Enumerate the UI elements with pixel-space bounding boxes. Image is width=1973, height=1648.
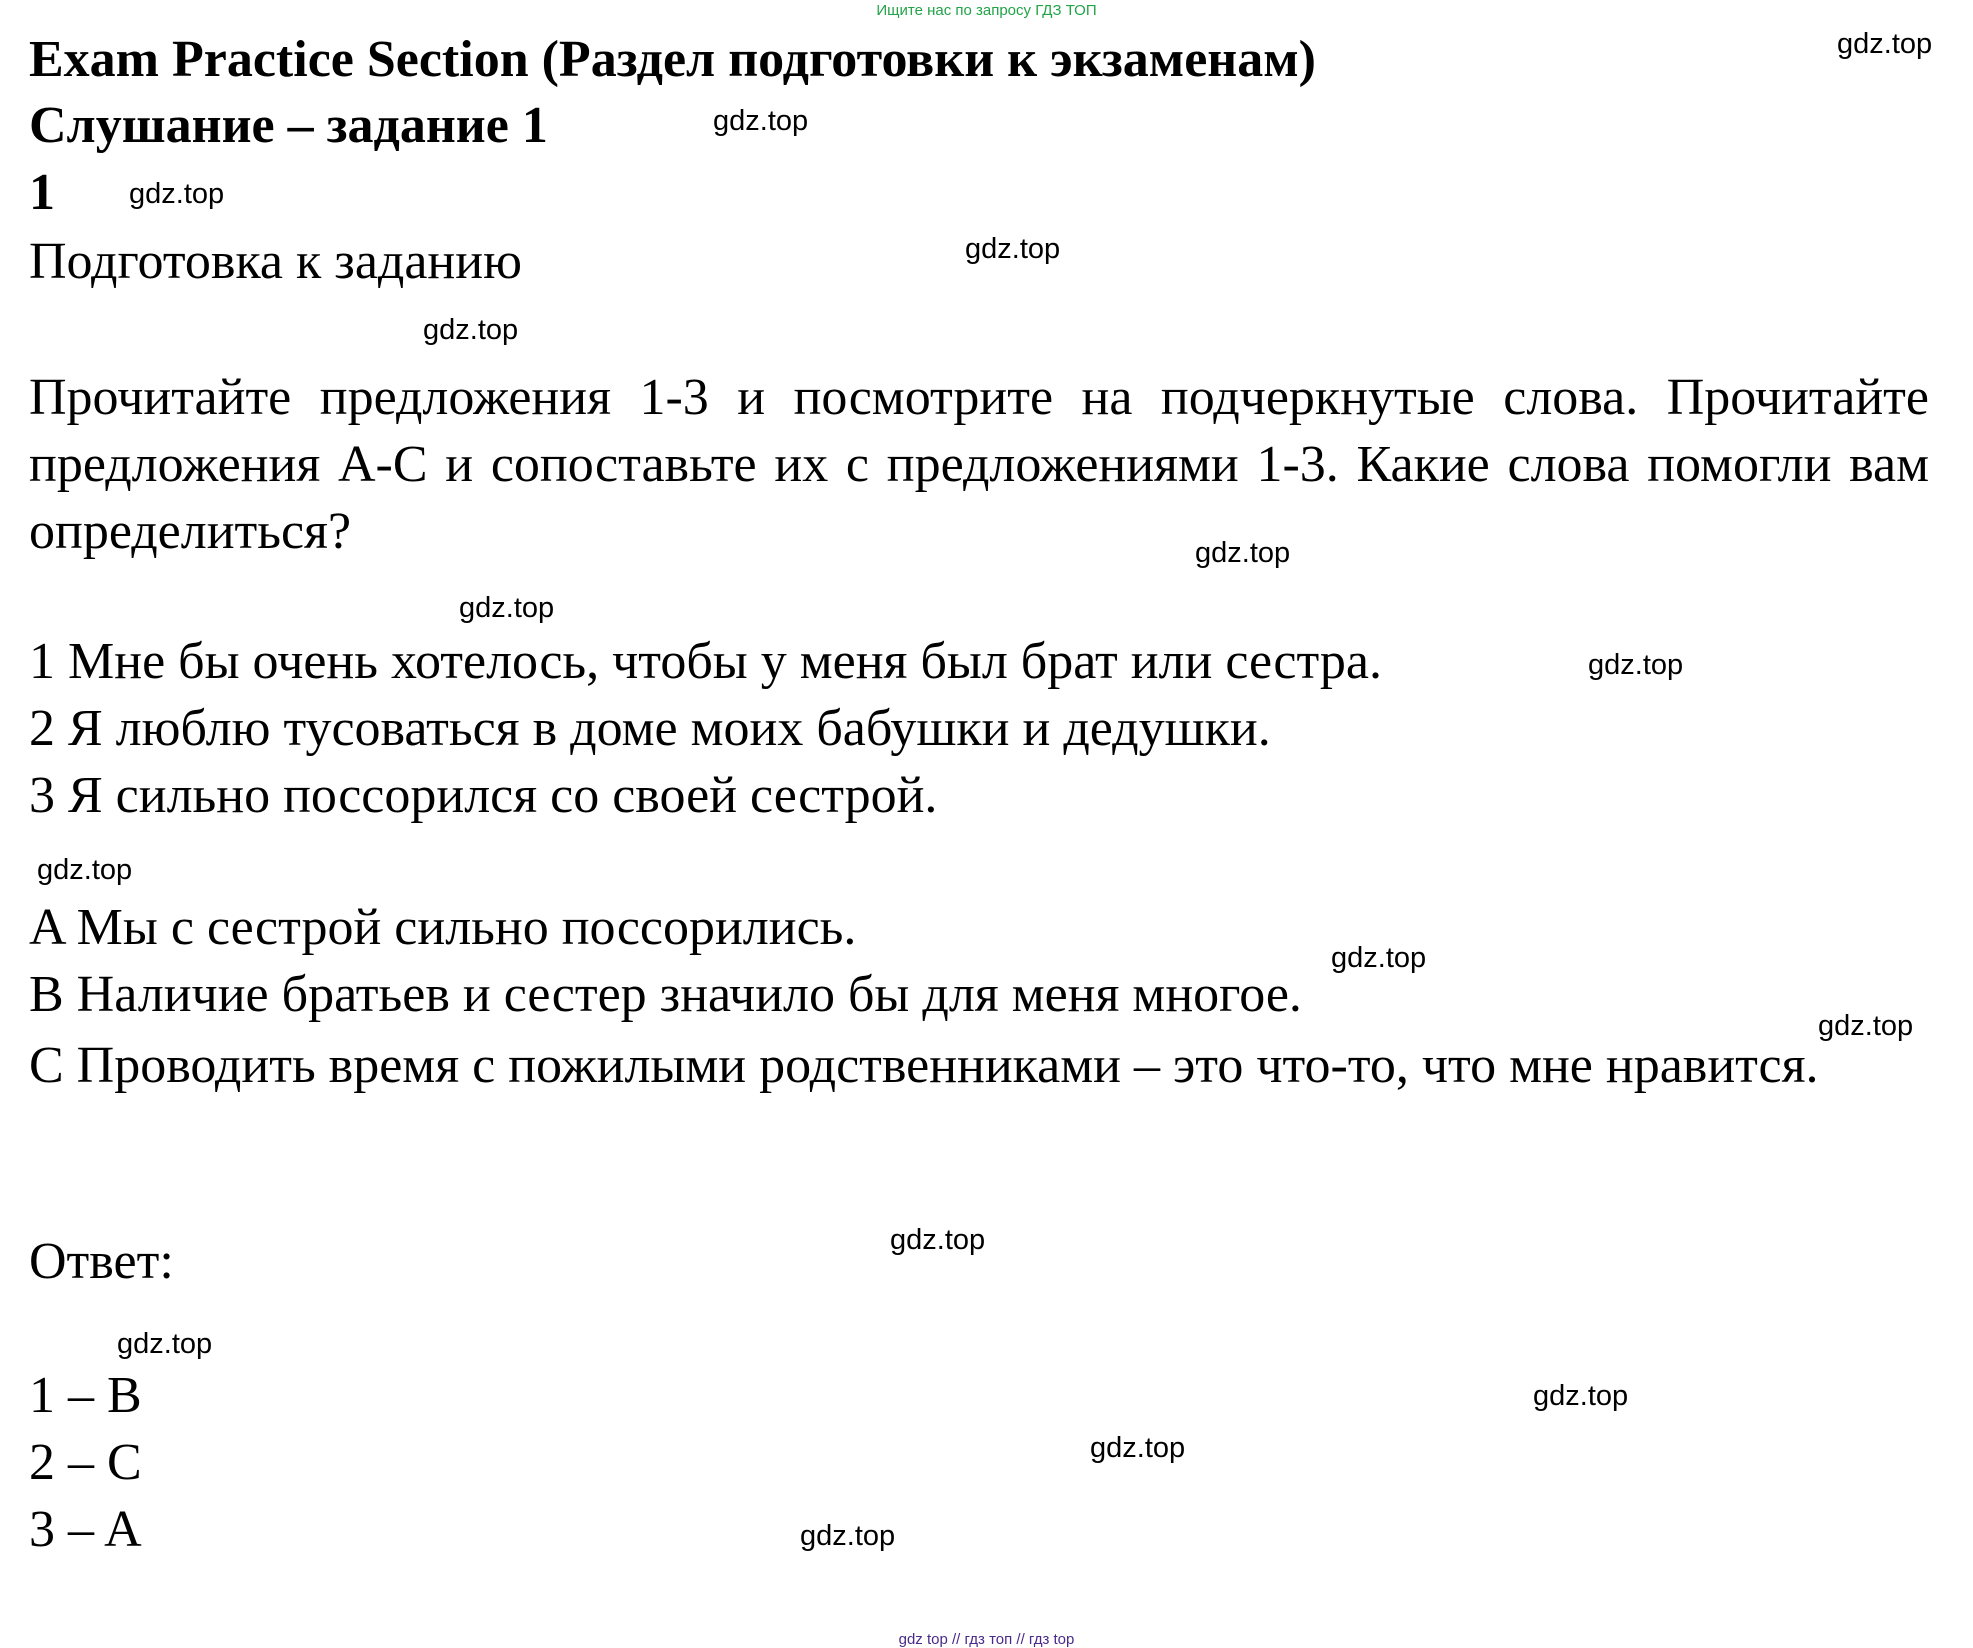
watermark: gdz.top (1533, 1380, 1629, 1412)
option-a: A Мы с сестрой сильно поссорились. (29, 899, 857, 956)
answer-1: 1 – B (29, 1367, 142, 1424)
watermark: gdz.top (1090, 1432, 1186, 1464)
watermark: gdz.top (1195, 537, 1291, 569)
answer-2: 2 – C (29, 1434, 142, 1491)
watermark: gdz.top (37, 854, 133, 886)
watermark: gdz.top (800, 1520, 896, 1552)
watermark: gdz.top (1331, 942, 1427, 974)
sentence-2: 2 Я люблю тусоваться в доме моих бабушки и дедушки. (29, 700, 1271, 757)
watermark: gdz.top (713, 105, 809, 137)
watermark: gdz.top (129, 178, 225, 210)
task-number: 1 (29, 164, 55, 221)
option-b: B Наличие братьев и сестер значило бы для меня многое. (29, 966, 1302, 1023)
watermark: gdz.top (117, 1328, 213, 1360)
answer-3: 3 – A (29, 1501, 142, 1558)
watermark: gdz.top (459, 592, 555, 624)
answer-label: Ответ: (29, 1233, 174, 1290)
instructions-paragraph: Прочитайте предложения 1-3 и посмотрите на подчеркнутые слова. Прочитайте предложения A-C и сопоставьте их с предложениями 1-3. Какие слова помогли вам определиться? (29, 369, 1929, 560)
sentence-3: 3 Я сильно поссорился со своей сестрой. (29, 767, 938, 824)
watermark: gdz.top (965, 233, 1061, 265)
section-subtitle: Слушание – задание 1 (29, 97, 548, 154)
option-c: C Проводить время с пожилыми родственниками – это что-то, что мне нравится. (29, 1037, 1819, 1094)
top-banner: Ищите нас по запросу ГДЗ ТОП (876, 2, 1097, 19)
bottom-banner: gdz top // гдз топ // гдз top (898, 1631, 1075, 1648)
preparation-heading: Подготовка к заданию (29, 233, 522, 290)
watermark: gdz.top (1837, 28, 1933, 60)
watermark: gdz.top (890, 1224, 986, 1256)
watermark: gdz.top (1818, 1010, 1914, 1042)
watermark: gdz.top (1588, 649, 1684, 681)
page-title: Exam Practice Section (Раздел подготовки к экзаменам) (29, 31, 1316, 88)
watermark: gdz.top (423, 314, 519, 346)
sentence-1: 1 Мне бы очень хотелось, чтобы у меня был брат или сестра. (29, 633, 1382, 690)
